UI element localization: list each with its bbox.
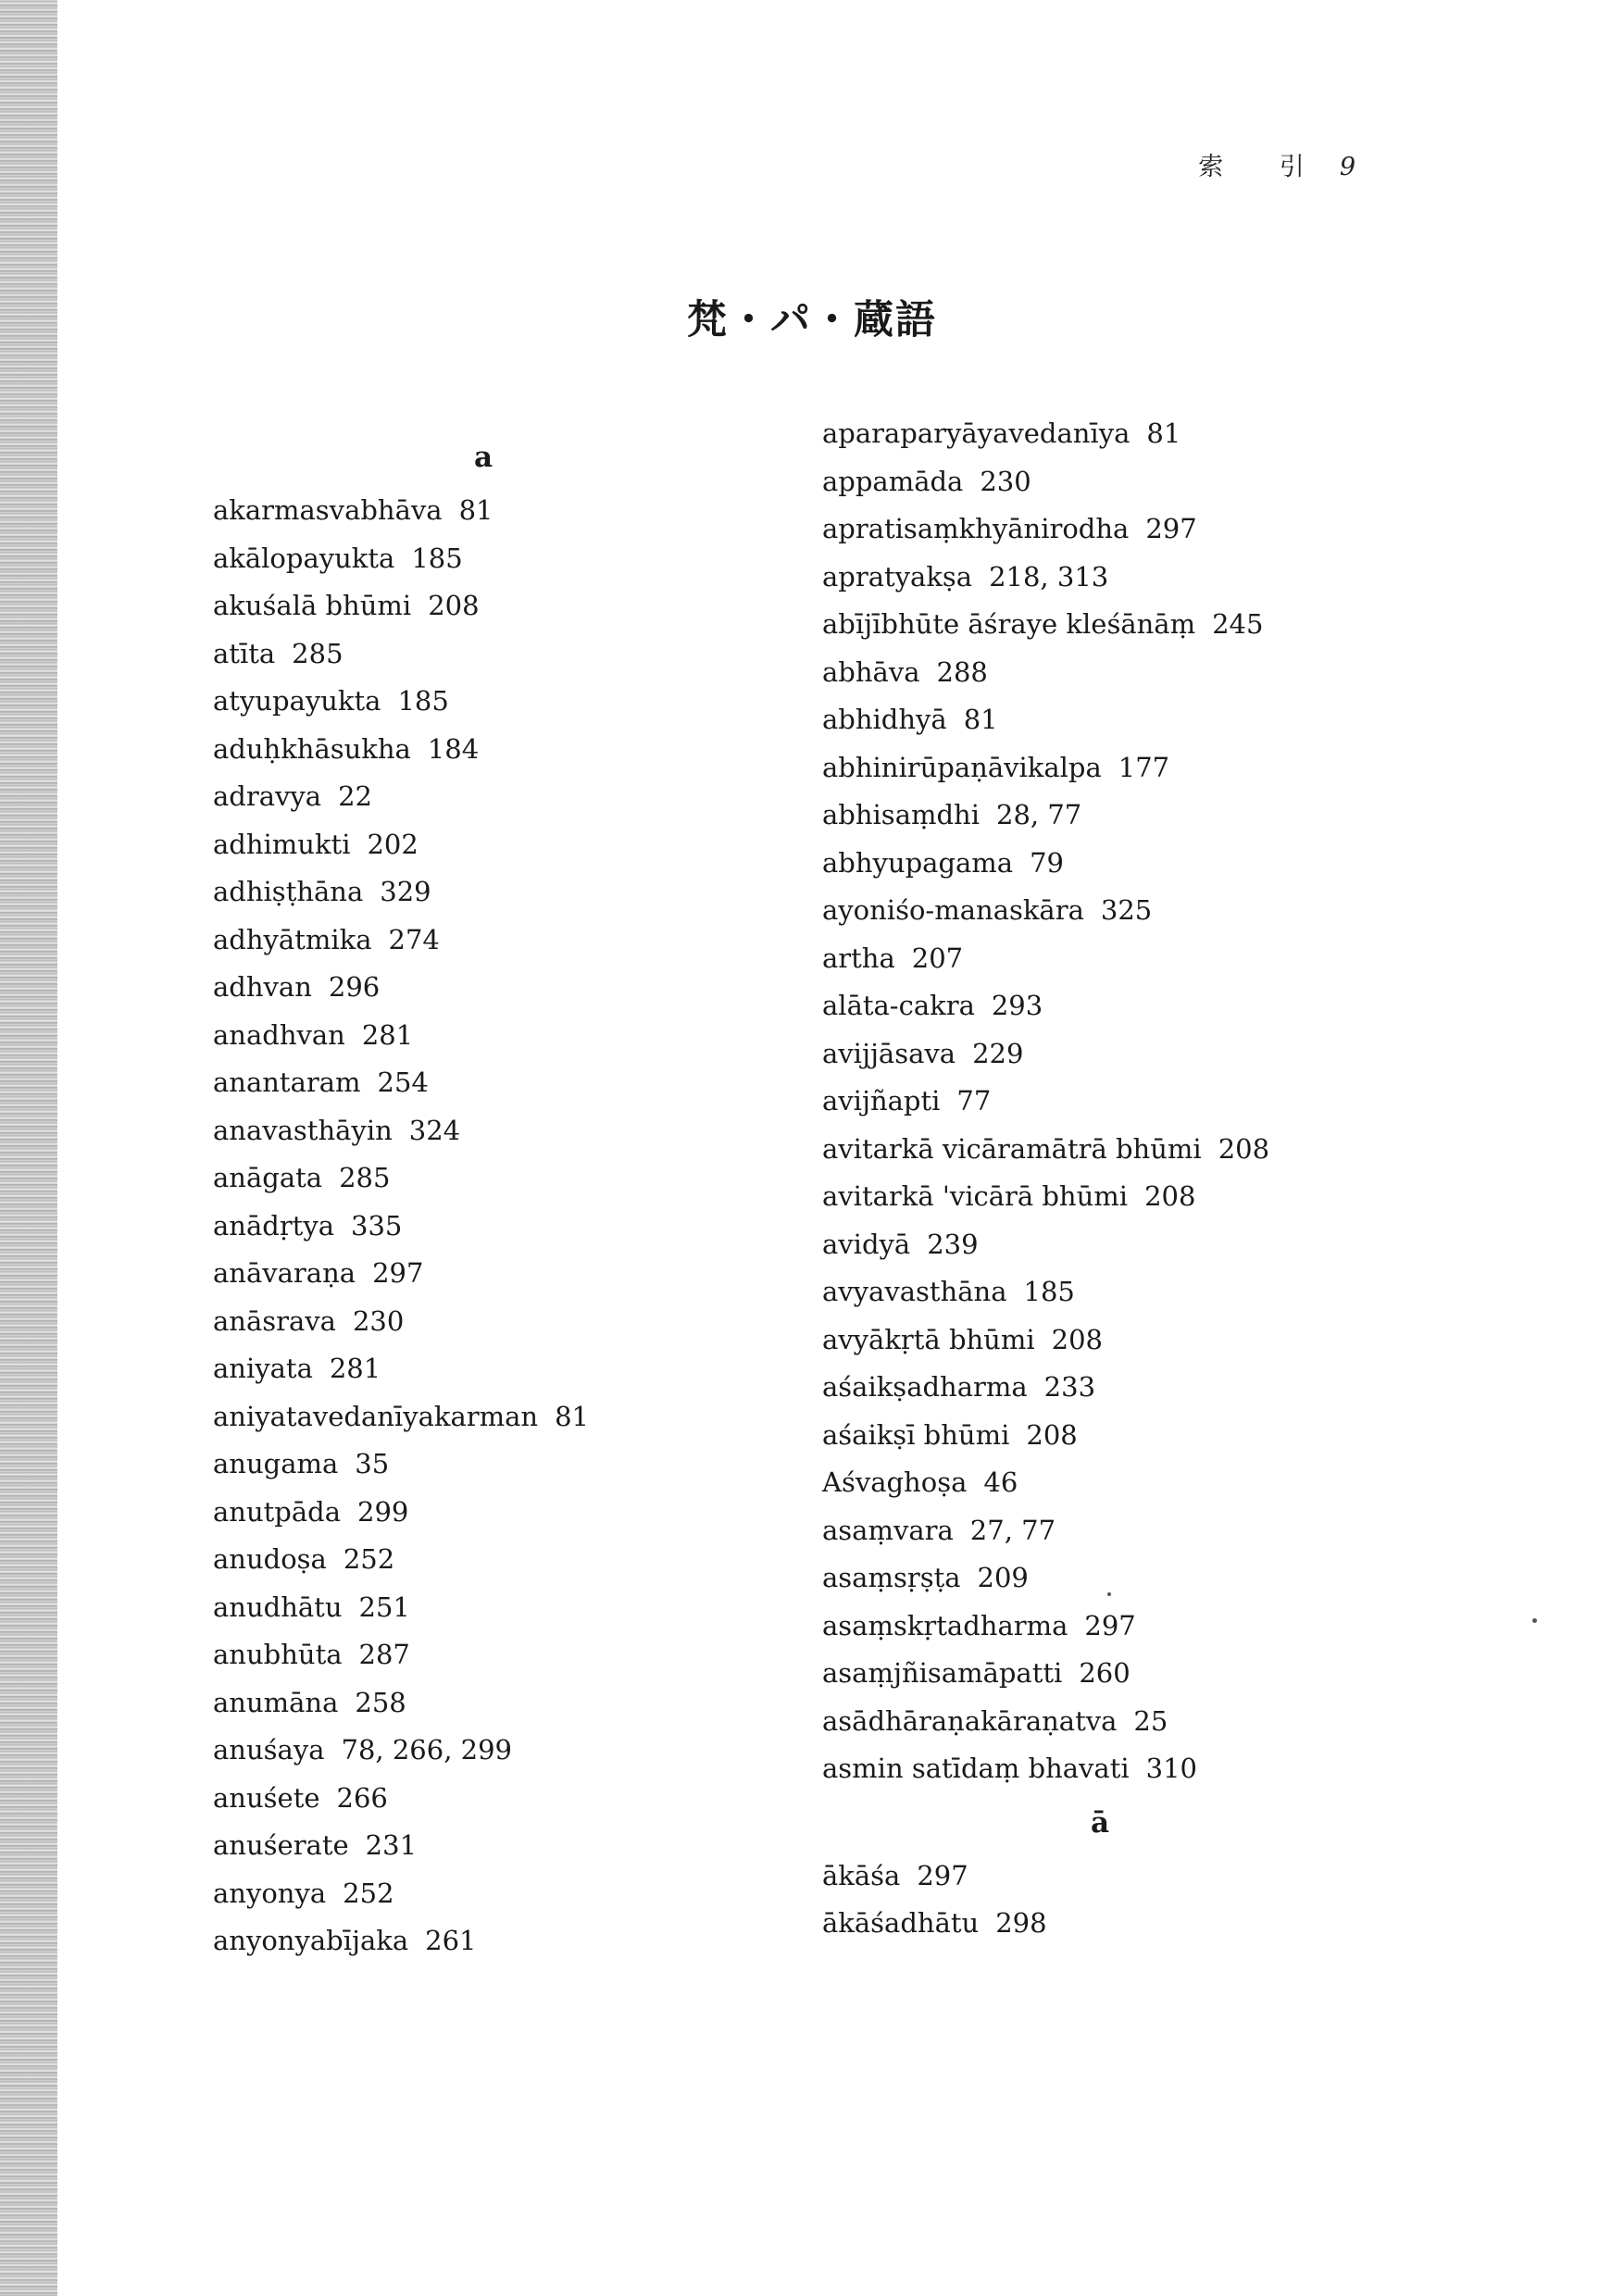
index-entry — [213, 773, 843, 821]
index-entry — [213, 1822, 843, 1870]
index-entry — [213, 535, 843, 583]
index-entry — [213, 821, 843, 869]
index-entry — [822, 458, 1489, 506]
entry-term: Aśvaghoṣa — [822, 1466, 968, 1498]
entry-pages: 251 — [358, 1591, 410, 1623]
page-number: 9 — [1339, 153, 1355, 181]
index-entry — [822, 1554, 1489, 1603]
entry-term: avitarkā 'vicārā bhūmi — [822, 1180, 1129, 1212]
index-entry — [213, 1012, 843, 1060]
entry-term: aduḥkhāsukha — [213, 732, 411, 765]
index-entry — [822, 935, 1489, 983]
entry-term: appamāda — [822, 465, 964, 497]
entry-term: akarmasvabhāva — [213, 494, 443, 526]
entry-term: anāsrava — [213, 1304, 336, 1337]
entry-pages: 252 — [343, 1543, 395, 1575]
entry-pages: 46 — [983, 1466, 1018, 1498]
entry-term: akālopayukta — [213, 542, 395, 574]
entry-pages: 184 — [427, 732, 480, 765]
entry-term: aniyata — [213, 1353, 313, 1384]
entry-pages: 177 — [1118, 751, 1170, 783]
index-entry — [822, 505, 1489, 554]
index-entry — [822, 1650, 1489, 1698]
index-entry — [213, 1536, 843, 1584]
entry-pages: 260 — [1079, 1657, 1131, 1689]
entry-term: anugama — [213, 1448, 339, 1479]
entry-pages: 281 — [329, 1353, 381, 1384]
entry-term: avijñapti — [822, 1085, 941, 1117]
entry-term: anāgata — [213, 1162, 323, 1193]
entry-pages: 297 — [1084, 1609, 1136, 1641]
entry-term: avijjāsava — [822, 1037, 956, 1069]
entry-pages: 296 — [328, 971, 381, 1003]
entry-term: abhyupagama — [822, 846, 1014, 879]
index-entry — [213, 726, 843, 774]
entry-term: ākāśadhātu — [822, 1907, 980, 1939]
index-entry — [213, 1584, 843, 1632]
index-entry — [822, 1173, 1489, 1221]
entry-pages: 335 — [351, 1209, 403, 1242]
entry-pages: 208 — [1144, 1180, 1196, 1212]
index-entry — [213, 964, 843, 1012]
entry-term: adhyātmika — [213, 923, 372, 955]
letter-heading: ā — [1091, 1805, 1110, 1840]
entry-pages: 78, 266, 299 — [341, 1734, 512, 1766]
index-entry — [213, 1250, 843, 1298]
entry-term: atīta — [213, 637, 276, 669]
entry-term: asaṃsṛṣṭa — [822, 1562, 961, 1593]
entry-pages: 285 — [292, 637, 344, 669]
index-entry — [822, 1126, 1489, 1174]
index-column-left — [213, 428, 843, 1965]
entry-pages: 185 — [1023, 1276, 1075, 1307]
index-entry — [213, 868, 843, 917]
entry-term: asaṃskṛtadharma — [822, 1609, 1068, 1641]
entry-pages: 81 — [963, 704, 998, 735]
entry-term: adhvan — [213, 971, 312, 1003]
entry-term: aśaikṣadharma — [822, 1371, 1028, 1403]
entry-term: asmin satīdaṃ bhavati — [822, 1753, 1130, 1784]
index-entry — [822, 410, 1489, 458]
scan-speck — [1107, 1592, 1111, 1596]
entry-term: avyavasthāna — [822, 1276, 1007, 1307]
index-entry — [213, 1775, 843, 1823]
index-entry — [822, 887, 1489, 935]
index-entry — [822, 792, 1489, 840]
index-entry — [213, 1298, 843, 1346]
entry-pages: 81 — [458, 494, 493, 526]
index-entry — [822, 649, 1489, 697]
index-entry — [822, 601, 1489, 649]
entry-pages: 207 — [911, 942, 964, 974]
entry-list — [213, 487, 843, 1965]
index-entry — [822, 1221, 1489, 1269]
index-entry — [822, 1853, 1489, 1901]
entry-term: anuśete — [213, 1781, 320, 1814]
index-column-right — [822, 410, 1489, 1948]
index-entry — [822, 982, 1489, 1030]
running-head — [1198, 146, 1355, 182]
index-entry — [822, 744, 1489, 792]
entry-term: anyonya — [213, 1877, 327, 1909]
entry-term: anumāna — [213, 1686, 339, 1718]
entry-pages: 274 — [388, 923, 440, 955]
entry-pages: 310 — [1145, 1753, 1198, 1784]
entry-pages: 329 — [380, 876, 431, 907]
entry-term: avyākṛtā bhūmi — [822, 1323, 1035, 1355]
entry-pages: 202 — [367, 828, 418, 860]
entry-term: ākāśa — [822, 1859, 901, 1891]
entry-pages: 81 — [555, 1400, 589, 1432]
entry-term: anādṛtya — [213, 1209, 335, 1242]
index-entry — [213, 1107, 843, 1155]
index-entry — [822, 1900, 1489, 1948]
entry-term: asādhāraṇakāraṇatva — [822, 1704, 1118, 1737]
entry-pages: 287 — [358, 1639, 410, 1670]
entry-pages: 208 — [1026, 1418, 1078, 1451]
index-entry — [213, 1393, 843, 1441]
entry-pages: 230 — [980, 465, 1031, 497]
entry-term: anavasthāyin — [213, 1114, 393, 1146]
index-entry — [822, 1316, 1489, 1365]
entry-term: aniyatavedanīyakarman — [213, 1400, 539, 1432]
index-entry — [213, 1917, 843, 1965]
entry-term: avitarkā vicāramātrā bhūmi — [822, 1132, 1202, 1165]
entry-pages: 297 — [917, 1859, 968, 1891]
entry-term: anudhātu — [213, 1591, 343, 1623]
index-entry — [213, 630, 843, 679]
entry-pages: 81 — [1146, 418, 1181, 449]
entry-list — [822, 1853, 1489, 1948]
entry-term: anuśerate — [213, 1829, 349, 1861]
index-entry — [822, 696, 1489, 744]
letter-heading: a — [474, 441, 493, 474]
entry-pages: 252 — [343, 1877, 394, 1909]
index-entry — [822, 1268, 1489, 1316]
entry-term: anudoṣa — [213, 1543, 327, 1575]
index-entry — [822, 1412, 1489, 1460]
entry-term: alāta-cakra — [822, 990, 975, 1021]
entry-term: apratyakṣa — [822, 560, 973, 593]
entry-pages: 35 — [355, 1448, 390, 1479]
entry-term: abhinirūpaṇāvikalpa — [822, 751, 1102, 783]
entry-pages: 231 — [365, 1829, 418, 1861]
entry-term: artha — [822, 942, 895, 974]
index-entry — [822, 554, 1489, 602]
index-entry — [213, 1441, 843, 1489]
entry-pages: 28, 77 — [996, 799, 1082, 830]
entry-pages: 325 — [1100, 894, 1153, 926]
index-entry — [213, 1059, 843, 1107]
entry-pages: 288 — [936, 655, 988, 688]
index-entry — [822, 1078, 1489, 1126]
entry-term: asaṃjñisamāpatti — [822, 1657, 1063, 1689]
entry-pages: 218, 313 — [989, 560, 1109, 593]
entry-pages: 27, 77 — [969, 1514, 1056, 1546]
entry-pages: 79 — [1030, 846, 1064, 879]
entry-pages: 230 — [352, 1304, 405, 1337]
entry-term: anāvaraṇa — [213, 1257, 356, 1289]
entry-pages: 261 — [425, 1925, 477, 1956]
index-entry — [822, 1364, 1489, 1412]
index-entry — [822, 1698, 1489, 1746]
index-entry — [213, 1154, 843, 1203]
entry-term: apratisaṃkhyānirodha — [822, 513, 1130, 544]
entry-term: ayoniśo-manaskāra — [822, 894, 1084, 926]
entry-pages: 22 — [338, 780, 372, 812]
index-entry — [822, 1030, 1489, 1079]
entry-pages: 285 — [339, 1162, 391, 1193]
entry-term: anubhūta — [213, 1639, 343, 1670]
scan-speck — [1532, 1618, 1537, 1623]
entry-term: anantaram — [213, 1067, 361, 1098]
entry-pages: 258 — [355, 1686, 406, 1718]
entry-term: abhisaṃdhi — [822, 799, 980, 830]
entry-term: akuśalā bhūmi — [213, 590, 412, 621]
entry-pages: 185 — [397, 685, 449, 717]
index-entry — [822, 840, 1489, 888]
index-entry — [213, 917, 843, 965]
entry-term: adhiṣṭhāna — [213, 876, 364, 907]
index-entry — [213, 1345, 843, 1393]
entry-term: asaṃvara — [822, 1514, 954, 1546]
index-entry — [213, 487, 843, 535]
entry-pages: 25 — [1133, 1704, 1168, 1737]
entry-pages: 208 — [428, 590, 480, 621]
index-entry — [213, 1727, 843, 1775]
entry-pages: 254 — [377, 1067, 429, 1098]
entry-term: adhimukti — [213, 828, 351, 860]
entry-term: abhāva — [822, 655, 920, 688]
index-entry — [213, 1631, 843, 1679]
entry-pages: 233 — [1043, 1371, 1096, 1403]
entry-pages: 324 — [408, 1114, 461, 1146]
index-entry — [213, 1203, 843, 1251]
entry-term: aparaparyāyavedanīya — [822, 418, 1131, 449]
entry-pages: 297 — [1145, 513, 1197, 544]
entry-term: anyonyabījaka — [213, 1925, 409, 1956]
entry-pages: 298 — [995, 1907, 1047, 1939]
entry-term: abhidhyā — [822, 704, 947, 735]
entry-pages: 281 — [361, 1018, 414, 1051]
entry-term: atyupayukta — [213, 685, 381, 717]
entry-list — [822, 410, 1489, 1793]
entry-term: anadhvan — [213, 1018, 345, 1051]
index-entry — [822, 1603, 1489, 1651]
entry-pages: 299 — [357, 1495, 409, 1528]
index-entry — [822, 1745, 1489, 1793]
entry-pages: 266 — [336, 1781, 388, 1814]
entry-pages: 208 — [1051, 1323, 1103, 1355]
entry-term: aśaikṣī bhūmi — [822, 1418, 1010, 1451]
running-head-title: 索 引 — [1198, 153, 1329, 181]
entry-pages: 209 — [977, 1562, 1029, 1593]
entry-pages: 77 — [956, 1085, 992, 1117]
index-entry — [213, 1870, 843, 1918]
entry-pages: 185 — [411, 542, 463, 574]
entry-term: anuśaya — [213, 1734, 325, 1766]
index-entry — [213, 1489, 843, 1537]
section-title: 梵・パ・蔵語 — [687, 297, 937, 343]
index-entry — [213, 678, 843, 726]
entry-term: abījībhūte āśraye kleśānāṃ — [822, 608, 1196, 640]
entry-pages: 229 — [972, 1037, 1024, 1069]
entry-term: anutpāda — [213, 1495, 342, 1528]
index-entry — [213, 582, 843, 630]
entry-pages: 297 — [372, 1257, 424, 1289]
entry-term: adravya — [213, 780, 322, 812]
entry-pages: 245 — [1212, 608, 1264, 640]
entry-pages: 239 — [927, 1228, 979, 1260]
index-entry — [822, 1459, 1489, 1507]
entry-pages: 293 — [991, 990, 1043, 1021]
entry-term: avidyā — [822, 1228, 911, 1260]
index-entry — [213, 1679, 843, 1728]
index-entry — [822, 1507, 1489, 1555]
entry-pages: 208 — [1218, 1132, 1270, 1165]
